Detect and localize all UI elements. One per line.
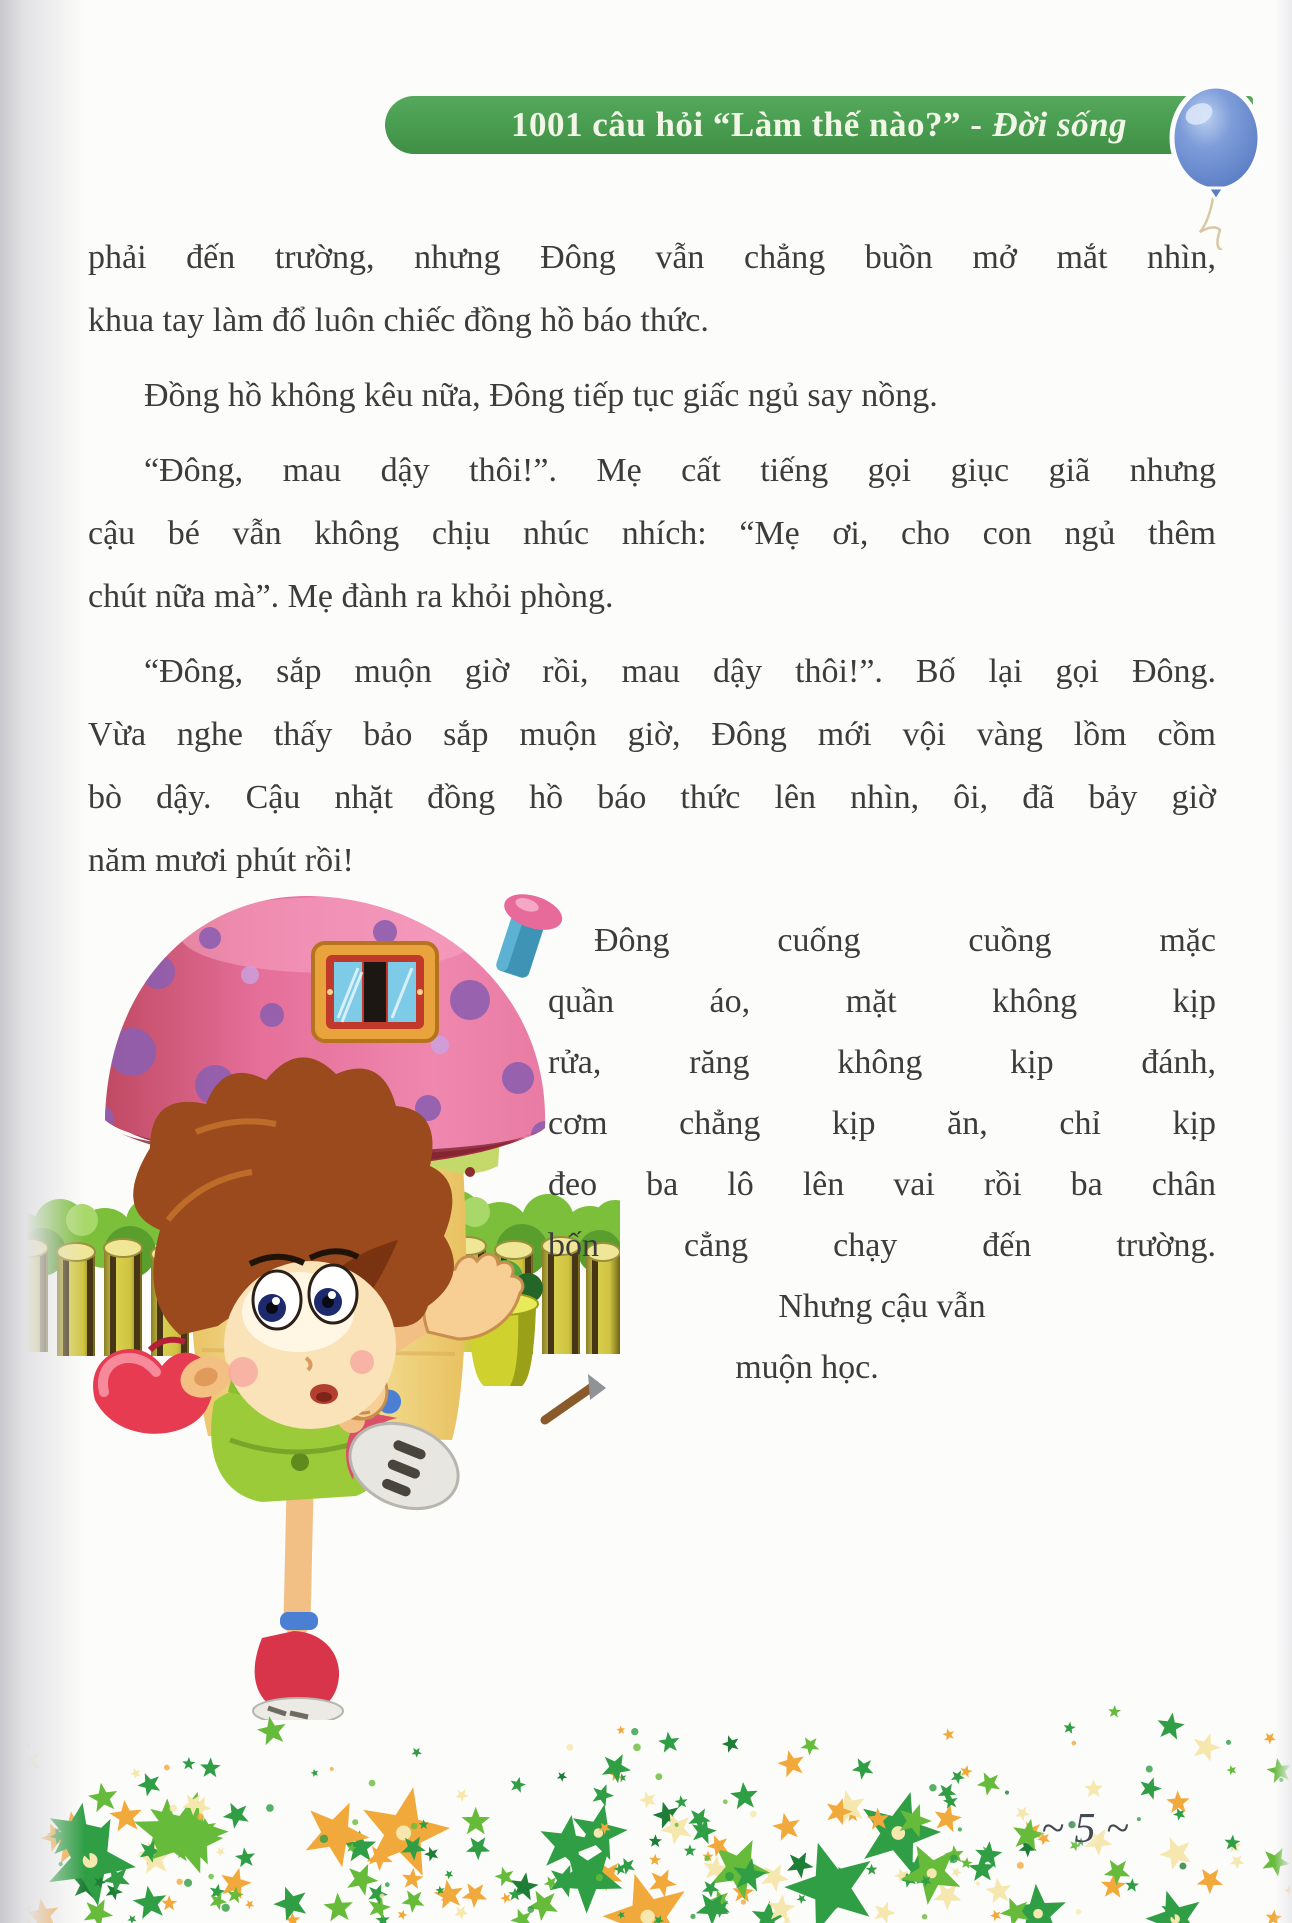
paragraph (88, 439, 1216, 628)
text-line: bò dậy. Cậu nhặt đồng hồ báo thức lên nhìn, ôi, đã bảy giờ (88, 779, 1216, 816)
paragraph (88, 226, 1216, 352)
text-line: khua tay làm đổ luôn chiếc đồng hồ báo thức. (88, 302, 709, 339)
text-line: phải đến trường, nhưng Đông vẫn chẳng buồn mở mắt nhìn, (88, 239, 1216, 276)
paragraph (88, 364, 1216, 427)
chapter-header-bar (385, 96, 1253, 154)
header-title: 1001 câu hỏi “Làm thế nào?” - (510, 105, 983, 144)
text-line: muộn học. (735, 1349, 879, 1386)
paragraph (88, 640, 1216, 892)
window (313, 943, 437, 1041)
text-line: quần áo, mặt không kịp (548, 983, 1216, 1020)
text-line: rửa, răng không kịp đánh, (548, 1044, 1216, 1081)
balloon-icon (1152, 70, 1284, 250)
story-text-block (88, 226, 1216, 892)
text-line: bốn cẳng chạy đến trường. (548, 1227, 1216, 1264)
story-text-side-column (548, 910, 1216, 1398)
text-line: Đông cuống cuồng mặc (594, 922, 1216, 959)
text-line: Vừa nghe thấy bảo sắp muộn giờ, Đông mới vội vàng lồm cồm (88, 716, 1216, 753)
story-illustration (0, 880, 620, 1720)
page-number: ~ 5 ~ (1041, 1806, 1129, 1852)
text-line: Nhưng cậu vẫn (778, 1288, 986, 1325)
star-decoration (0, 1683, 1292, 1923)
text-line: chút nữa mà”. Mẹ đành ra khỏi phòng. (88, 578, 614, 615)
text-line: Đồng hồ không kêu nữa, Đông tiếp tục giấc ngủ say nồng. (144, 377, 938, 414)
text-line: đeo ba lô lên vai rồi ba chân (548, 1166, 1216, 1203)
header-title-accent: Đời sống (992, 105, 1128, 144)
scan-shadow-right (1274, 0, 1292, 1923)
text-line: cậu bé vẫn không chịu nhúc nhích: “Mẹ ơi, cho con ngủ thêm (88, 515, 1216, 552)
text-line: “Đông, sắp muộn giờ rồi, mau dậy thôi!”. Bố lại gọi Đông. (144, 653, 1216, 690)
text-line: cơm chẳng kịp ăn, chỉ kịp (548, 1105, 1216, 1142)
text-line: “Đông, mau dậy thôi!”. Mẹ cất tiếng gọi giục giã nhưng (144, 452, 1216, 489)
text-line: năm mươi phút rồi! (88, 842, 354, 879)
